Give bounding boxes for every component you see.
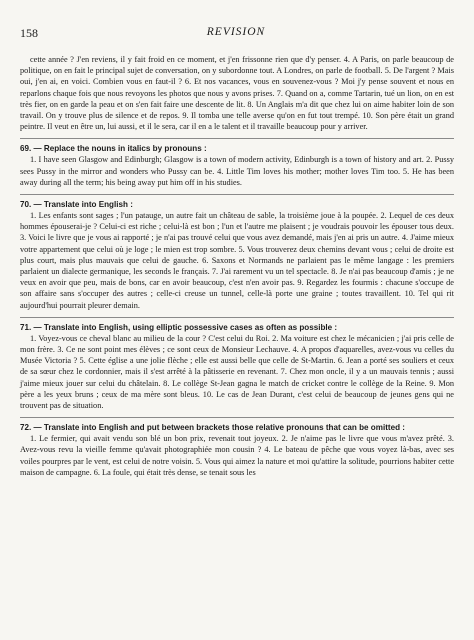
exercise-71-title: 71. — Translate into English, using elliptic possessive cases as often as possible : xyxy=(20,322,338,332)
section-divider xyxy=(20,194,454,195)
continuation-paragraph: cette année ? J'en reviens, il y fait froid en ce moment, et j'en frissonne rien que d'y penser. 4. A Paris, on parle beaucoup de politique, on en fait le principal sujet de conversation, on y subordonne tout. A Londres, on parle de football. 5. De l'argent ? Mais oui, j'en ai, en voici. Combien vous en faut-il ? 6. Et nos vacances, vous en souvenez-vous ? Moi j'y pense souvent et nous en reparlons chaque fois que nous revoyons les photos que nous y avons prises. 7. Quand on a, comme Tartarin, tué un lion, on en est très fier, on en garde la peau et on s'en fait faire une descente de lit. 8. Un Anglais m'a dit que chez lui on aime habiter loin de son travail. On y trouve plus de silence et de repos. 9. Il tomba une telle averse qu'on en fut tout trempé. 10. Son père était un grand peintre. Il veut en être un, lui aussi, et il le sera, car il en a le talent et il travaille beaucoup pour y arriver. xyxy=(20,55,454,132)
page-header xyxy=(20,26,452,42)
section-divider xyxy=(20,417,454,418)
exercise-70-text: 1. Les enfants sont sages ; l'un patauge, un autre fait un château de sable, la troisième joue à la poupée. 2. Lequel de ces deux hommes épouserai-je ? Celui-ci est riche ; celui-là est bon ; l'un et l'autre me plaisent ; je voudrais pouvoir les épouser tous deux. 3. Voici le livre que je vous ai rapporté ; je n'ai pas trouvé celui que vous avez demandé, mais j'en ai pris un autre. 4. J'aime mieux votre appartement que celui où je loge ; le mien est trop sombre. 5. Vous trouverez deux chemins devant vous ; celui de droite est plus court, mais plus mauvais que celui de gauche. 6. Saxons et Normands ne parlaient pas le même langage : les premiers parlaient un dialecte germanique, les seconds le français. 7. J'ai rarement vu un tel spectacle. 8. Je n'ai pas beaucoup d'amis ; je ne veux en avoir que peu, mais de bons, car en avoir beaucoup, c'est n'en avoir pas. 9. Regardez les fourmis : chacune s'occupe de son affaire sans s'occuper des autres ; celle-ci creuse un tunnel, celle-là porte une graine ; toutes travaillent. 10. Tel qui rit aujourd'hui pourrait pleurer demain. xyxy=(20,211,454,310)
running-title: REVISION xyxy=(206,26,266,38)
exercise-72-text: 1. Le fermier, qui avait vendu son blé un bon prix, revenait tout joyeux. 2. Je n'aime pas le livre que vous m'avez prêté. 3. Avez-vous revu la vieille femme qu'avait photographiée mon cousin ? 4. Le bateau de pêche que vous voyez là-bas, avec ses voiles pourpres par le vent, est celui de notre voisin. 5. Vous qui aimez la nature et moi qu'attire la solitude, pourrions habiter cette maison de campagne. 6. La foule, qui était très dense, se tenait sous les xyxy=(20,434,454,477)
page-body xyxy=(20,54,454,478)
exercise-69-title: 69. — Replace the nouns in italics by pronouns : xyxy=(20,144,207,154)
section-divider xyxy=(20,138,454,139)
page-number: 158 xyxy=(20,26,38,40)
exercise-70-title: 70. — Translate into English : xyxy=(20,200,133,210)
exercise-71-text: 1. Voyez-vous ce cheval blanc au milieu de la cour ? C'est celui du Roi. 2. Ma voiture est chez le mécanicien ; j'ai pris celle de mon frère. 3. Ce ne sont point mes élèves ; ce sont ceux de Monsieur Lechauve. 4. A propos d'aquarelles, avez-vous vu celles du Musée Victoria ? 5. Cette église a une jolie flèche ; elle est aussi belle que celle de St-Martin. 6. Jean a porté ses souliers et ceux de sa sœur chez le cordonnier, mais il s'est arrêté à la pâtisserie en revenant. 7. Chez mon oncle, il y a un mauvais tennis ; aussi j'aime mieux jouer sur celui du châtelain. 8. Le collège St-Jean gagna le match de cricket contre le collège de la Reine. 9. Mon père a les yeux bruns ; ceux de ma mère sont bleus. 10. Le cas de Jean Durant, c'est celui de beaucoup de jeunes gens qui ne trouvent pas de situation. xyxy=(20,333,454,411)
section-divider xyxy=(20,317,454,318)
exercise-69-text: 1. I have seen Glasgow and Edinburgh; Glasgow is a town of modern activity, Edinburgh is a town of history and art. 2. Pussy sees Pussy in the mirror and wonders who Pussy can be. 4. Little Tim loves his mother; mother loves Tim too. 5. He has been away during all the term; his being away put him off in his studies. xyxy=(20,155,454,187)
exercise-72-title: 72. — Translate into English and put between brackets those relative pronouns that can be omitted : xyxy=(20,423,405,433)
